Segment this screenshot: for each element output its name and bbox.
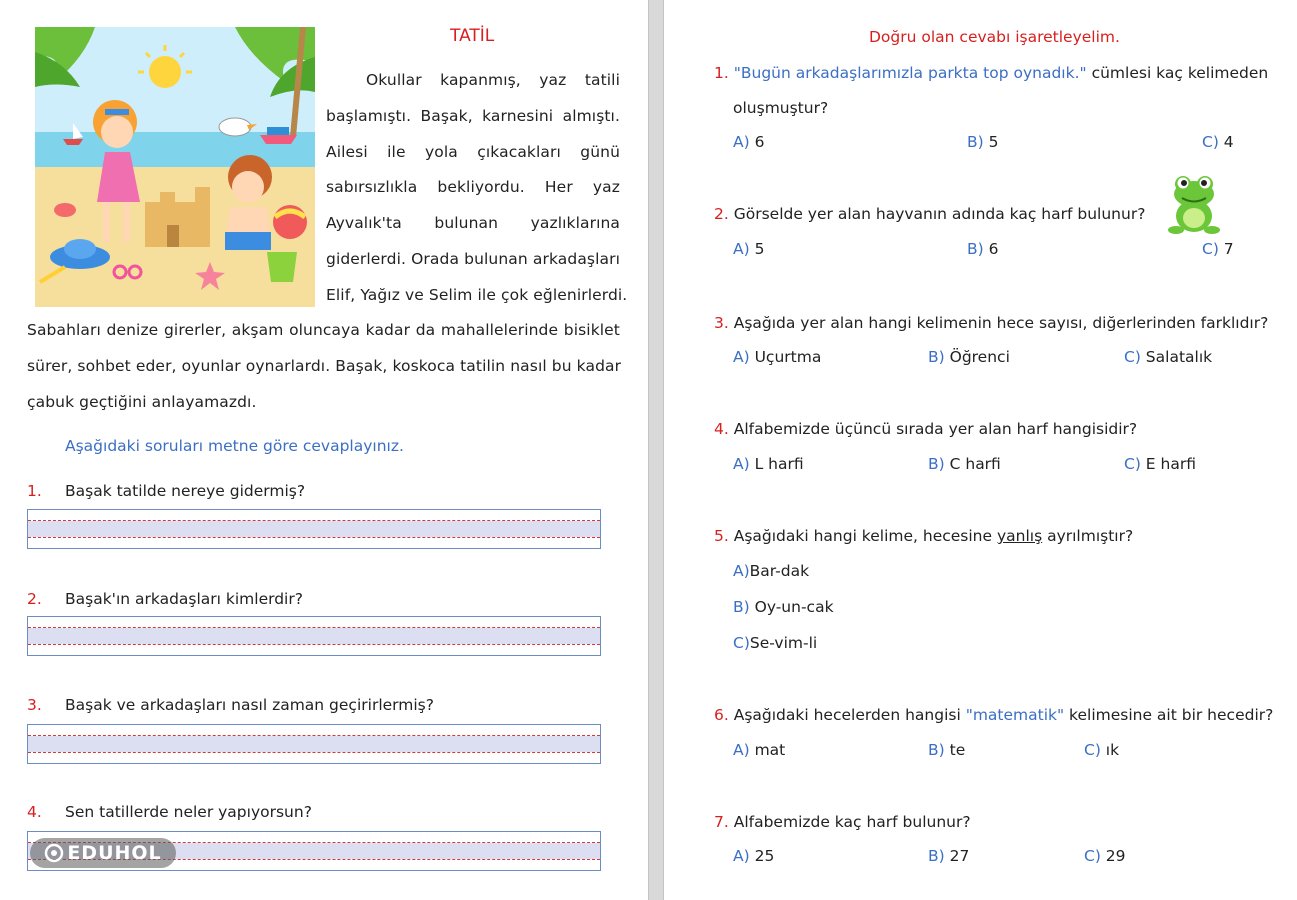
instruction: Aşağıdaki soruları metne göre cevaplayınız. — [65, 437, 404, 455]
question-number: 4. — [27, 803, 42, 821]
question-text: Sen tatillerde neler yapıyorsun? — [65, 803, 312, 821]
answer-box[interactable] — [27, 509, 601, 549]
question-number: 2. — [27, 590, 42, 608]
question-number: 4. — [714, 420, 729, 438]
eduhol-watermark — [30, 838, 176, 868]
option-b[interactable]: B) 27 — [928, 847, 970, 865]
quiz-question-4 — [714, 420, 1137, 438]
answer-box[interactable] — [27, 724, 601, 764]
option-c[interactable]: C) ık — [1084, 741, 1120, 759]
answer-box[interactable] — [27, 616, 601, 656]
option-c[interactable]: C) 7 — [1202, 240, 1234, 258]
story-line: sürer, sohbet eder, oyunlar oynarlardı. Başak, koskoca tatilin nasıl bu kadar — [27, 357, 622, 375]
quiz-question-2 — [714, 205, 1145, 223]
beach-illustration — [35, 27, 315, 307]
question-number: 3. — [714, 314, 729, 332]
question-number: 7. — [714, 813, 729, 831]
option-a[interactable]: A) 25 — [733, 847, 775, 865]
story-line: Ailesi ile yola çıkacakları günü — [326, 143, 620, 161]
question-text: Aşağıda yer alan hangi kelimenin hece sayısı, diğerlerinden farklıdır? — [728, 314, 1269, 332]
option-c[interactable]: C) 4 — [1202, 133, 1234, 151]
question-number: 6. — [714, 706, 729, 724]
option-a[interactable]: A)Bar-dak — [733, 562, 810, 580]
quiz-question-3 — [714, 314, 1268, 332]
quote-text: "Bugün arkadaşlarımızla parkta top oynadık." — [733, 64, 1087, 82]
option-a[interactable]: A) L harfi — [733, 455, 804, 473]
story-line: çabuk geçtiğini anlayamazdı. — [27, 393, 257, 411]
question-text: Görselde yer alan hayvanın adında kaç harf bulunur? — [728, 205, 1146, 223]
page-divider — [648, 0, 664, 900]
quiz-heading: Doğru olan cevabı işaretleyelim. — [869, 28, 1120, 46]
question-text: Başak ve arkadaşları nasıl zaman geçirirlermiş? — [65, 696, 434, 714]
question-text: Başak tatilde nereye gidermiş? — [65, 482, 306, 500]
left-page — [0, 0, 648, 900]
question-text: Başak'ın arkadaşları kimlerdir? — [65, 590, 303, 608]
option-b[interactable]: B) Öğrenci — [928, 348, 1010, 366]
quote-text: "matematik" — [965, 706, 1065, 724]
option-a[interactable]: A) Uçurtma — [733, 348, 822, 366]
option-c[interactable]: C) Salatalık — [1124, 348, 1213, 366]
option-c[interactable]: C)Se-vim-li — [733, 634, 818, 652]
question-text-end: ayrılmıştır? — [1042, 527, 1134, 545]
frog-illustration — [1168, 172, 1220, 238]
option-b[interactable]: B) 6 — [967, 240, 999, 258]
option-c[interactable]: C) 29 — [1084, 847, 1126, 865]
question-number: 3. — [27, 696, 42, 714]
story-line: başlamıştı. Başak, karnesini almıştı. — [326, 107, 620, 125]
story-title: TATİL — [450, 26, 495, 46]
question-text-cont: oluşmuştur? — [733, 99, 829, 117]
underlined-word: yanlış — [996, 527, 1043, 545]
story-line: Sabahları denize girerler, akşam oluncaya kadar da mahallelerinde bisiklet — [27, 321, 620, 339]
question-number: 2. — [714, 205, 729, 223]
question-number: 1. — [714, 64, 729, 82]
question-text: Aşağıdaki hecelerden hangisi — [728, 706, 966, 724]
story-line: Okullar kapanmış, yaz tatili — [366, 71, 620, 89]
option-b[interactable]: B) Oy-un-cak — [733, 598, 834, 616]
question-text: Alfabemizde kaç harf bulunur? — [728, 813, 971, 831]
quiz-question-5 — [714, 527, 1133, 545]
story-line: Ayvalık'ta bulunan yazlıklarına — [326, 214, 620, 232]
quiz-question-6 — [714, 706, 1273, 724]
option-b[interactable]: B) 5 — [967, 133, 999, 151]
option-c[interactable]: C) E harfi — [1124, 455, 1196, 473]
option-a[interactable]: A) 5 — [733, 240, 765, 258]
question-number: 5. — [714, 527, 729, 545]
story-line: giderlerdi. Orada bulunan arkadaşları — [326, 250, 620, 268]
question-number: 1. — [27, 482, 42, 500]
quiz-question-7 — [714, 813, 971, 831]
option-b[interactable]: B) C harfi — [928, 455, 1001, 473]
question-text-end: kelimesine ait bir hecedir? — [1064, 706, 1274, 724]
question-text: Alfabemizde üçüncü sırada yer alan harf hangisidir? — [728, 420, 1138, 438]
story-line: Elif, Yağız ve Selim ile çok eğlenirlerdi. — [326, 286, 628, 304]
eduhol-logo-icon — [44, 843, 64, 863]
right-page — [664, 0, 1297, 900]
question-text: cümlesi kaç kelimeden — [1086, 64, 1269, 82]
option-b[interactable]: B) te — [928, 741, 966, 759]
option-a[interactable]: A) 6 — [733, 133, 765, 151]
quiz-question-1 — [714, 64, 1268, 82]
question-text: Aşağıdaki hangi kelime, hecesine — [728, 527, 997, 545]
watermark-text: EDUHOL — [67, 842, 162, 864]
story-line: sabırsızlıkla bekliyordu. Her yaz — [326, 178, 620, 196]
option-a[interactable]: A) mat — [733, 741, 786, 759]
